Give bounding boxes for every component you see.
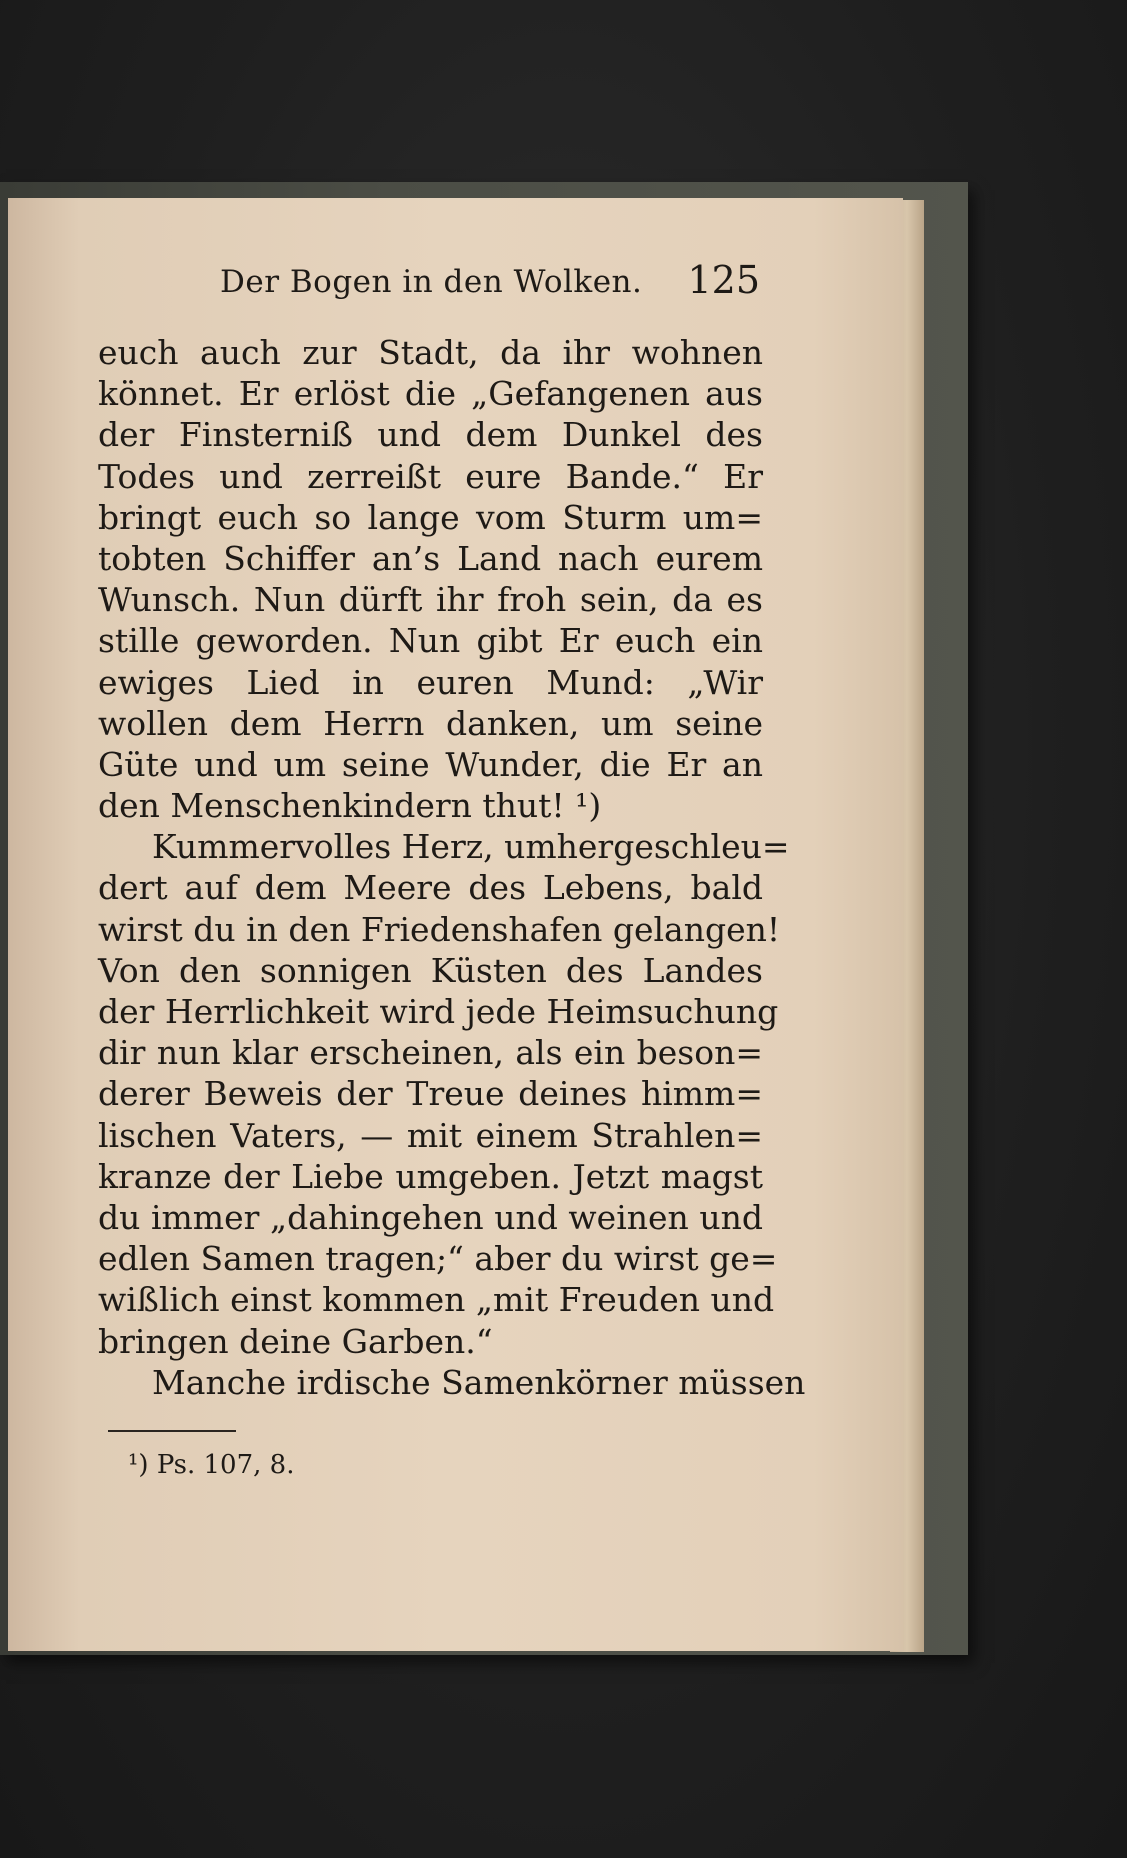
- text-line: kranze der Liebe umgeben. Jetzt magst: [98, 1156, 763, 1196]
- running-title: Der Bogen in den Wolken.: [220, 264, 643, 300]
- text-line: könnet. Er erlöst die „Gefangenen aus: [98, 374, 763, 414]
- text-line: stille geworden. Nun gibt Er euch ein: [98, 621, 763, 661]
- text-line: dir nun klar erscheinen, als ein beson=: [98, 1033, 763, 1073]
- text-line: Wunsch. Nun dürft ihr froh sein, da es: [98, 580, 763, 620]
- text-line: tobten Schiffer an’s Land nach eurem: [98, 538, 763, 578]
- text-line: Kummervolles Herz, umhergeschleu=: [152, 827, 790, 867]
- body-text: [98, 332, 806, 1403]
- text-line: Güte und um seine Wunder, die Er an: [98, 744, 763, 784]
- text-line: den Menschenkindern thut! ¹): [98, 786, 602, 826]
- footnote: ¹) Ps. 107, 8.: [128, 1450, 295, 1480]
- text-line: Manche irdische Samenkörner müssen: [152, 1362, 806, 1402]
- running-head: [220, 258, 760, 308]
- text-line: wirst du in den Friedenshafen gelangen!: [98, 909, 781, 949]
- footnote-rule: [108, 1430, 236, 1432]
- text-line: du immer „dahingehen und weinen und: [98, 1197, 763, 1237]
- text-line: der Finsterniß und dem Dunkel des: [98, 415, 763, 455]
- text-line: wißlich einst kommen „mit Freuden und: [98, 1280, 775, 1320]
- text-line: Von den sonnigen Küsten des Landes: [98, 950, 763, 990]
- text-line: ewiges Lied in euren Mund: „Wir: [98, 662, 763, 702]
- text-line: bringt euch so lange vom Sturm um=: [98, 497, 763, 537]
- text-line: derer Beweis der Treue deines himm=: [98, 1074, 763, 1114]
- text-line: dert auf dem Meere des Lebens, bald: [98, 868, 763, 908]
- text-line: euch auch zur Stadt, da ihr wohnen: [98, 333, 763, 372]
- page-number: 125: [687, 258, 760, 302]
- text-line: Todes und zerreißt eure Bande.“ Er: [98, 456, 763, 496]
- text-line: bringen deine Garben.“: [98, 1321, 493, 1361]
- text-line: lischen Vaters, — mit einem Strahlen=: [98, 1115, 763, 1155]
- text-line: wollen dem Herrn danken, um seine: [98, 703, 763, 743]
- text-line: edlen Samen tragen;“ aber du wirst ge=: [98, 1239, 778, 1279]
- text-line: der Herrlichkeit wird jede Heimsuchung: [98, 992, 779, 1031]
- book-page: [8, 198, 903, 1651]
